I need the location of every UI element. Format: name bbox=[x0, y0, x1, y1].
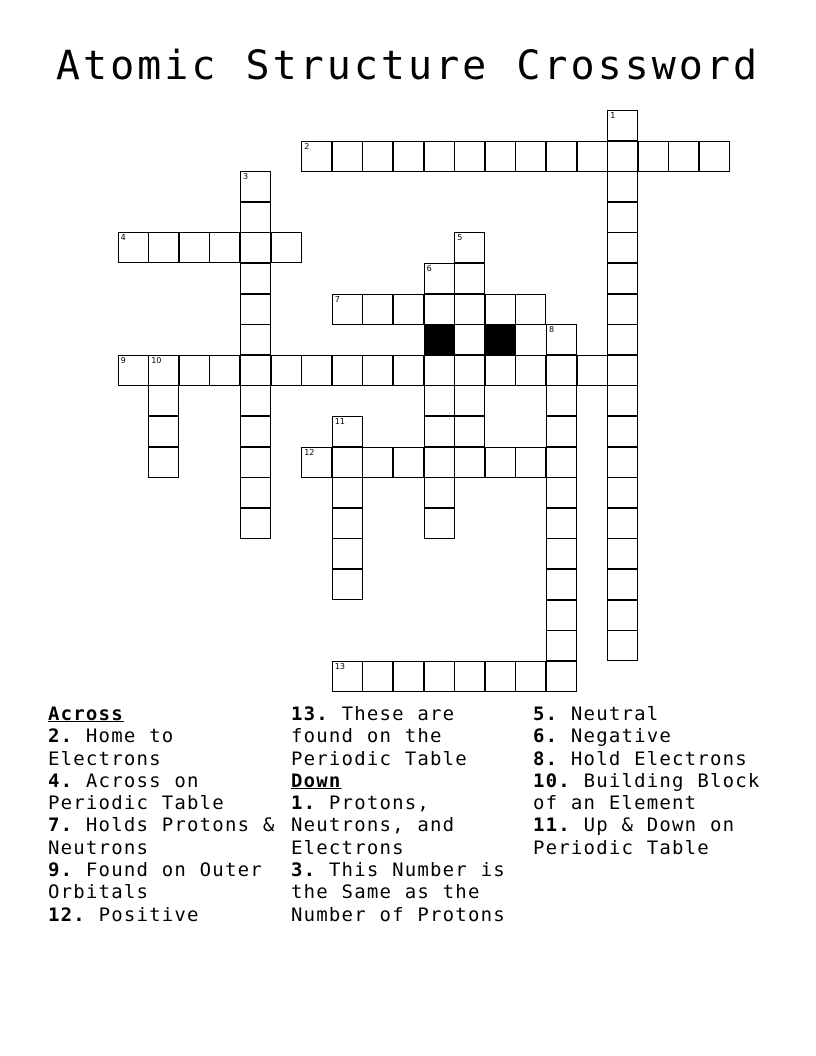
grid-cell[interactable] bbox=[393, 355, 424, 386]
grid-cell[interactable] bbox=[240, 508, 271, 539]
clue-number: 1. bbox=[291, 792, 317, 815]
grid-cell[interactable] bbox=[362, 355, 393, 386]
grid-cell[interactable] bbox=[485, 141, 516, 172]
grid-cell[interactable] bbox=[240, 477, 271, 508]
grid-cell[interactable] bbox=[607, 600, 638, 631]
grid-cell[interactable] bbox=[332, 294, 363, 325]
clue-number: 9. bbox=[48, 859, 74, 882]
grid-cell[interactable] bbox=[332, 477, 363, 508]
grid-cell[interactable] bbox=[301, 355, 332, 386]
grid-cell[interactable] bbox=[577, 355, 608, 386]
grid-cell[interactable] bbox=[454, 324, 485, 355]
clue-text: Holds Protons & Neutrons bbox=[48, 814, 276, 859]
clue-across-12 bbox=[48, 904, 288, 926]
clue-text: Negative bbox=[570, 725, 673, 748]
grid-cell[interactable] bbox=[393, 141, 424, 172]
grid-cell[interactable] bbox=[577, 141, 608, 172]
cell-number: 1 bbox=[610, 111, 616, 120]
grid-cell[interactable] bbox=[424, 141, 455, 172]
clue-number: 2. bbox=[48, 725, 74, 748]
grid-cell[interactable] bbox=[424, 447, 455, 478]
grid-cell[interactable] bbox=[607, 355, 638, 386]
grid-cell[interactable] bbox=[332, 447, 363, 478]
grid-cell[interactable] bbox=[240, 171, 271, 202]
grid-cell[interactable] bbox=[607, 630, 638, 661]
grid-cell[interactable] bbox=[424, 385, 455, 416]
clue-down-8 bbox=[533, 748, 773, 770]
cell-number: 2 bbox=[304, 141, 310, 151]
grid-cell[interactable] bbox=[546, 416, 577, 447]
grid-cell[interactable] bbox=[332, 569, 363, 600]
grid-cell[interactable] bbox=[515, 447, 546, 478]
grid-cell[interactable] bbox=[607, 141, 638, 172]
grid-cell[interactable] bbox=[240, 385, 271, 416]
grid-cell[interactable] bbox=[424, 263, 455, 294]
clue-text: Across on Periodic Table bbox=[48, 769, 225, 815]
grid-cell[interactable] bbox=[546, 355, 577, 386]
grid-cell[interactable] bbox=[485, 447, 516, 478]
clue-across-4 bbox=[48, 770, 288, 815]
grid-cell[interactable] bbox=[607, 263, 638, 294]
grid-cell[interactable] bbox=[393, 294, 424, 325]
grid-cell[interactable] bbox=[668, 141, 699, 172]
cell-number: 11 bbox=[334, 417, 345, 426]
grid-cell[interactable] bbox=[332, 141, 363, 172]
grid-cell[interactable] bbox=[424, 477, 455, 508]
grid-cell[interactable] bbox=[362, 141, 393, 172]
grid-cell[interactable] bbox=[332, 661, 363, 692]
cell-number: 12 bbox=[304, 447, 315, 457]
cell-number: 5 bbox=[457, 233, 463, 243]
clue-text: Neutral bbox=[570, 703, 660, 725]
clue-number: 6. bbox=[533, 725, 559, 748]
grid-cell[interactable] bbox=[148, 385, 179, 416]
cell-number: 3 bbox=[243, 172, 249, 182]
clue-down-3 bbox=[291, 859, 531, 926]
grid-cell[interactable] bbox=[546, 385, 577, 416]
grid-cell[interactable] bbox=[607, 447, 638, 478]
grid-cell[interactable] bbox=[546, 477, 577, 508]
grid-cell[interactable] bbox=[607, 110, 638, 141]
grid-cell[interactable] bbox=[179, 355, 210, 386]
grid-cell[interactable] bbox=[240, 294, 271, 325]
grid-cell[interactable] bbox=[485, 294, 516, 325]
grid-cell[interactable] bbox=[424, 294, 455, 325]
grid-cell[interactable] bbox=[240, 232, 271, 263]
grid-cell[interactable] bbox=[209, 355, 240, 386]
grid-cell[interactable] bbox=[240, 447, 271, 478]
grid-cell[interactable] bbox=[301, 141, 332, 172]
clue-text: Up & Down on Periodic Table bbox=[533, 814, 736, 859]
grid-cell[interactable] bbox=[607, 569, 638, 600]
grid-cell[interactable] bbox=[546, 447, 577, 478]
clue-text: Building Block of an Element bbox=[533, 769, 761, 815]
cell-number: 13 bbox=[334, 661, 345, 671]
grid-cell[interactable] bbox=[515, 294, 546, 325]
grid-cell[interactable] bbox=[424, 416, 455, 447]
grid-cell[interactable] bbox=[393, 661, 424, 692]
grid-cell[interactable] bbox=[546, 538, 577, 569]
grid-cell[interactable] bbox=[424, 508, 455, 539]
grid-cell[interactable] bbox=[546, 569, 577, 600]
cell-number: 9 bbox=[120, 355, 126, 365]
grid-cell[interactable] bbox=[607, 416, 638, 447]
cell-number: 8 bbox=[549, 325, 555, 335]
grid-cell[interactable] bbox=[515, 355, 546, 386]
clue-across-2 bbox=[48, 725, 288, 770]
grid-cell[interactable] bbox=[546, 600, 577, 631]
clue-across-7 bbox=[48, 814, 288, 859]
grid-cell[interactable] bbox=[148, 447, 179, 478]
grid-cell[interactable] bbox=[424, 661, 455, 692]
cell-number: 7 bbox=[334, 294, 340, 304]
grid-cell[interactable] bbox=[454, 661, 485, 692]
clue-number: 7. bbox=[48, 814, 74, 837]
grid-cell[interactable] bbox=[271, 232, 302, 263]
clue-number: 12. bbox=[48, 903, 86, 926]
grid-cell[interactable] bbox=[240, 202, 271, 233]
clue-text: This Number is the Same as the Number of Protons bbox=[291, 859, 506, 926]
clue-number: 10. bbox=[533, 769, 571, 792]
clue-column-1 bbox=[48, 703, 288, 926]
clue-down-1 bbox=[291, 792, 531, 859]
grid-cell[interactable] bbox=[699, 141, 730, 172]
grid-cell[interactable] bbox=[607, 232, 638, 263]
clue-text: Protons, Neutrons, and Electrons bbox=[291, 792, 456, 859]
clue-number: 13. bbox=[291, 703, 329, 725]
down-heading: Down bbox=[291, 769, 342, 792]
clue-across-9 bbox=[48, 859, 288, 904]
clue-down-10 bbox=[533, 770, 773, 815]
grid-cell[interactable] bbox=[332, 508, 363, 539]
grid-cell[interactable] bbox=[638, 141, 669, 172]
clue-column-3 bbox=[533, 703, 773, 859]
clue-down-6 bbox=[533, 725, 773, 747]
grid-cell[interactable] bbox=[546, 324, 577, 355]
grid-cell[interactable] bbox=[607, 385, 638, 416]
grid-cell[interactable] bbox=[454, 263, 485, 294]
grid-cell[interactable] bbox=[607, 171, 638, 202]
grid-cell[interactable] bbox=[454, 294, 485, 325]
clue-down-5 bbox=[533, 703, 773, 725]
grid-cell[interactable] bbox=[454, 232, 485, 263]
black-square bbox=[424, 324, 455, 355]
grid-cell[interactable] bbox=[240, 263, 271, 294]
grid-cell[interactable] bbox=[393, 447, 424, 478]
grid-cell[interactable] bbox=[240, 416, 271, 447]
clue-text: These are found on the Periodic Table bbox=[291, 703, 468, 770]
clue-down-11 bbox=[533, 814, 773, 859]
grid-cell[interactable] bbox=[546, 141, 577, 172]
clue-number: 3. bbox=[291, 859, 317, 882]
grid-cell[interactable] bbox=[485, 661, 516, 692]
grid-cell[interactable] bbox=[515, 141, 546, 172]
grid-cell[interactable] bbox=[515, 661, 546, 692]
grid-cell[interactable] bbox=[362, 294, 393, 325]
page-title: Atomic Structure Crossword bbox=[55, 43, 761, 89]
grid-cell[interactable] bbox=[607, 477, 638, 508]
grid-cell[interactable] bbox=[148, 416, 179, 447]
grid-cell[interactable] bbox=[240, 355, 271, 386]
grid-cell[interactable] bbox=[424, 355, 455, 386]
clue-number: 11. bbox=[533, 814, 571, 837]
grid-cell[interactable] bbox=[332, 416, 363, 447]
grid-cell[interactable] bbox=[454, 141, 485, 172]
grid-cell[interactable] bbox=[485, 355, 516, 386]
grid-cell[interactable] bbox=[454, 416, 485, 447]
grid-cell[interactable] bbox=[332, 538, 363, 569]
clue-text: Home to Electrons bbox=[48, 725, 175, 770]
black-square bbox=[485, 324, 516, 355]
grid-cell[interactable] bbox=[607, 324, 638, 355]
grid-cell[interactable] bbox=[148, 355, 179, 386]
grid-cell[interactable] bbox=[607, 508, 638, 539]
grid-cell[interactable] bbox=[118, 232, 149, 263]
clue-text: Hold Electrons bbox=[570, 747, 748, 770]
grid-cell[interactable] bbox=[607, 202, 638, 233]
grid-cell[interactable] bbox=[148, 232, 179, 263]
grid-cell[interactable] bbox=[454, 447, 485, 478]
grid-cell[interactable] bbox=[271, 355, 302, 386]
grid-cell[interactable] bbox=[118, 355, 149, 386]
grid-cell[interactable] bbox=[546, 661, 577, 692]
grid-cell[interactable] bbox=[332, 355, 363, 386]
grid-cell[interactable] bbox=[607, 538, 638, 569]
grid-cell[interactable] bbox=[179, 232, 210, 263]
clue-number: 4. bbox=[48, 769, 74, 792]
cell-number: 6 bbox=[426, 264, 432, 273]
grid-cell[interactable] bbox=[301, 447, 332, 478]
grid-cell[interactable] bbox=[454, 385, 485, 416]
clue-column-2 bbox=[291, 703, 531, 926]
grid-cell[interactable] bbox=[362, 447, 393, 478]
grid-cell[interactable] bbox=[209, 232, 240, 263]
clue-text: Positive bbox=[98, 903, 200, 926]
across-heading: Across bbox=[48, 703, 124, 725]
cell-number: 4 bbox=[120, 233, 126, 243]
grid-cell[interactable] bbox=[240, 324, 271, 355]
clue-number: 5. bbox=[533, 703, 559, 725]
grid-cell[interactable] bbox=[546, 630, 577, 661]
grid-cell[interactable] bbox=[607, 294, 638, 325]
clue-text: Found on Outer Orbitals bbox=[48, 859, 263, 904]
grid-cell[interactable] bbox=[546, 508, 577, 539]
clue-number: 8. bbox=[533, 747, 559, 770]
grid-cell[interactable] bbox=[454, 355, 485, 386]
clue-across-13 bbox=[291, 703, 531, 770]
cell-number: 10 bbox=[151, 355, 162, 365]
grid-cell[interactable] bbox=[362, 661, 393, 692]
